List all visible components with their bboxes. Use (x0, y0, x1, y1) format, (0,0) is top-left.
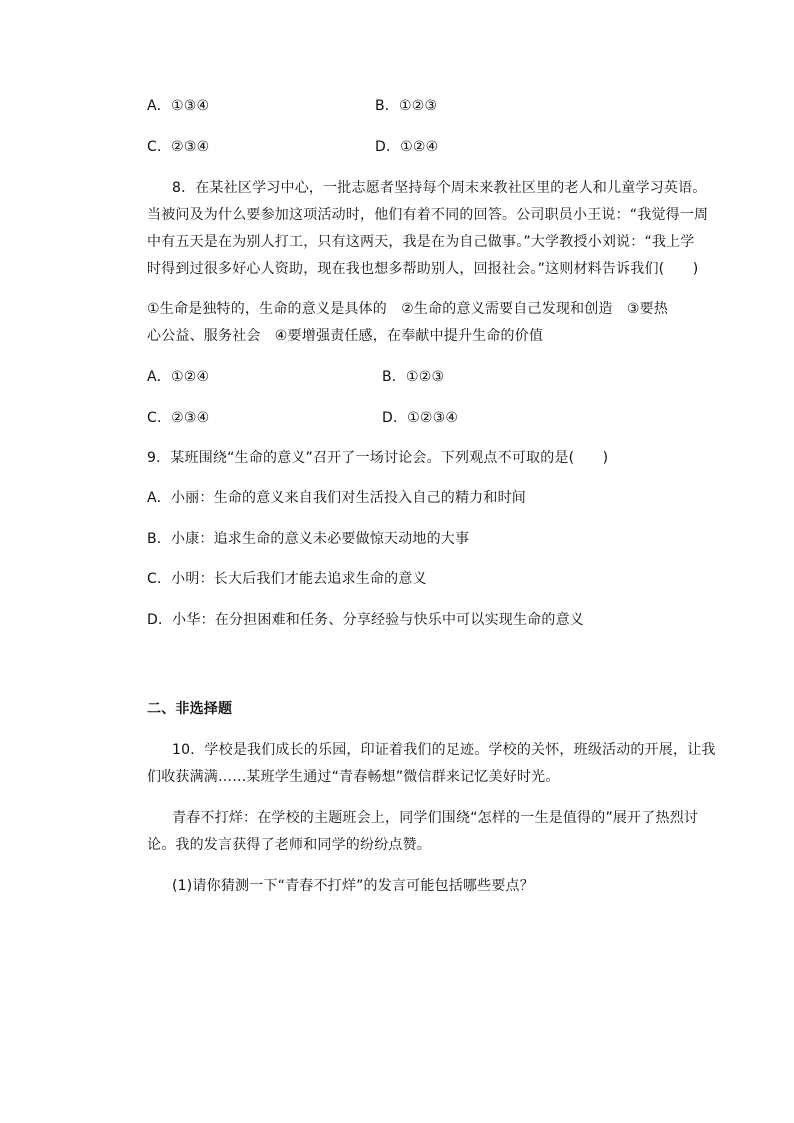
q8-stem-line-3: 中有五天是在为别人打工，只有这两天，我是在为自己做事。”大学教授小刘说：“我上学 (147, 234, 695, 250)
q8-statement-line-2: 心公益、服务社会 ④要增强责任感，在奉献中提升生命的价值 (147, 328, 544, 344)
q8-stem-line-4: 时得到过很多好心人资助，现在我也想多帮助别人，回报社会。”这则材料告诉我们( ) (147, 261, 699, 277)
q7-option-d: D．①②④ (375, 139, 439, 155)
q7-option-c: C．②③④ (147, 139, 210, 155)
q8-option-a: A．①②④ (147, 369, 210, 385)
q10-material-line-2: 论。我的发言获得了老师和同学的纷纷点赞。 (147, 837, 431, 853)
q10-stem-line-1: 10．学校是我们成长的乐园，印证着我们的足迹。学校的关怀，班级活动的开展，让我 (172, 742, 716, 758)
q7-option-b: B．①②③ (375, 98, 438, 114)
q8-statement-line-1: ①生命是独特的，生命的意义是具体的 ②生命的意义需要自己发现和创造 ③要热 (147, 301, 669, 317)
q9-option-d: D．小华：在分担困难和任务、分享经验与快乐中可以实现生命的意义 (147, 612, 584, 628)
q9-option-c: C．小明：长大后我们才能去追求生命的意义 (147, 571, 427, 587)
q7-option-a: A．①③④ (147, 98, 210, 114)
q9-option-b: B．小康：追求生命的意义未必要做惊天动地的大事 (147, 531, 470, 547)
q8-option-d: D．①②③④ (382, 410, 459, 426)
q8-stem-line-1: 8．在某社区学习中心，一批志愿者坚持每个周末来教社区里的老人和儿童学习英语。 (172, 180, 707, 196)
q9-option-a: A．小丽：生命的意义来自我们对生活投入自己的精力和时间 (147, 490, 526, 506)
q8-option-c: C．②③④ (147, 410, 210, 426)
q8-stem-line-2: 当被问及为什么要参加这项活动时，他们有着不同的回答。公司职员小王说：“我觉得一周 (147, 207, 709, 223)
q10-material-line-1: 青春不打烊：在学校的主题班会上，同学们围绕“怎样的一生是值得的”展开了热烈讨 (172, 810, 699, 826)
section-heading: 二、非选择题 (147, 701, 233, 717)
q10-sub-question-1: (1)请你猜测一下“青春不打烊”的发言可能包括哪些要点？ (172, 878, 534, 894)
q10-stem-line-2: 们收获满满……某班学生通过“青春畅想”微信群来记忆美好时光。 (147, 769, 560, 785)
q8-option-b: B．①②③ (382, 369, 445, 385)
q9-stem: 9．某班围绕“生命的意义”召开了一场讨论会。下列观点不可取的是( ) (147, 450, 609, 466)
